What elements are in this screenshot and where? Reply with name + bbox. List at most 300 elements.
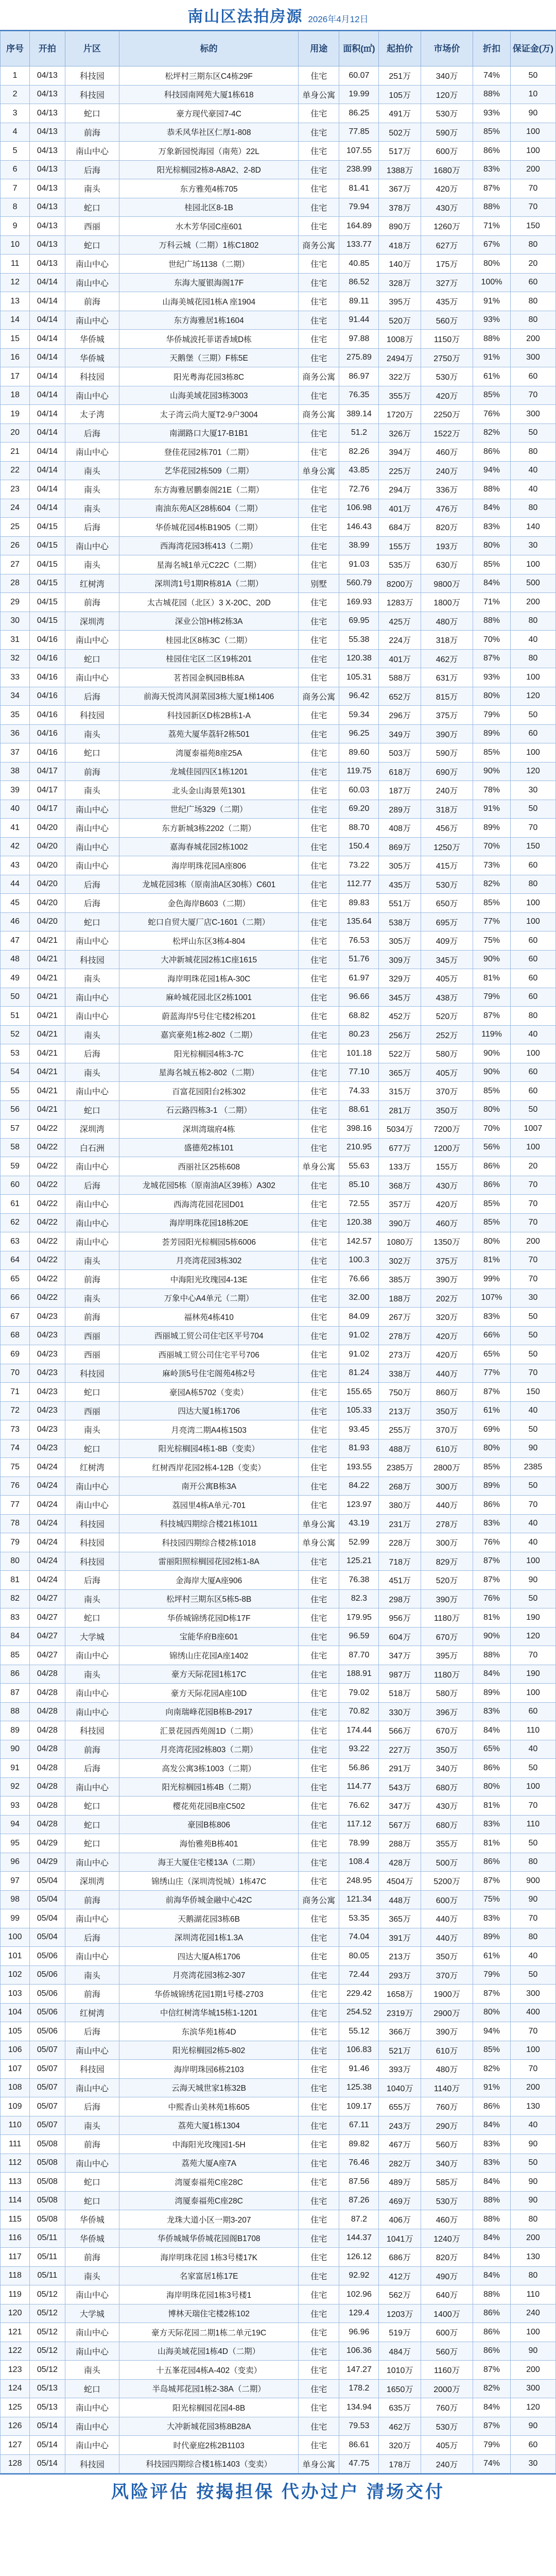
row-area: 164.89 xyxy=(339,217,379,236)
row-use: 住宅 xyxy=(299,894,339,913)
row-no: 93 xyxy=(1,1797,30,1816)
row-target: 西海湾花园3栋413（二期） xyxy=(119,536,299,555)
row-market-price: 370万 xyxy=(421,1420,473,1439)
row-no: 126 xyxy=(1,2417,30,2436)
row-market-price: 7200万 xyxy=(421,1120,473,1139)
row-start-price: 1720万 xyxy=(379,405,421,424)
row-target: 东方雅苑4栋705 xyxy=(119,179,299,198)
row-target: 龙城花园3栋（原南油A区30栋）C601 xyxy=(119,875,299,894)
row-use: 住宅 xyxy=(299,1270,339,1289)
row-use: 住宅 xyxy=(299,631,339,650)
row-start-price: 281万 xyxy=(379,1100,421,1120)
row-no: 16 xyxy=(1,348,30,367)
row-target: 石云路四栋3-1 （二期） xyxy=(119,1100,299,1120)
row-no: 95 xyxy=(1,1834,30,1853)
row-area: 96.25 xyxy=(339,724,379,743)
table-row xyxy=(1,1797,556,1816)
row-district: 南山中心 xyxy=(65,819,119,838)
row-discount: 88% xyxy=(473,612,511,631)
row-no: 33 xyxy=(1,668,30,687)
row-target: 星海名城1单元C22C（二期） xyxy=(119,555,299,574)
row-discount: 86% xyxy=(473,2323,511,2342)
row-start-price: 296万 xyxy=(379,706,421,725)
row-discount: 88% xyxy=(473,198,511,217)
table-row xyxy=(1,2304,556,2323)
row-date: 04/13 xyxy=(30,104,65,123)
row-no: 82 xyxy=(1,1589,30,1608)
row-district: 深圳湾 xyxy=(65,1120,119,1139)
row-start-price: 1658万 xyxy=(379,1985,421,2004)
row-date: 04/23 xyxy=(30,1401,65,1420)
row-deposit: 200 xyxy=(510,2229,555,2248)
row-area: 55.63 xyxy=(339,1157,379,1176)
row-target: 深圳湾1号1期R栋81A（二期） xyxy=(119,574,299,593)
row-start-price: 394万 xyxy=(379,443,421,462)
row-no: 46 xyxy=(1,912,30,931)
row-date: 04/16 xyxy=(30,649,65,668)
row-use: 住宅 xyxy=(299,1496,339,1515)
row-date: 04/14 xyxy=(30,311,65,330)
table-row xyxy=(1,1740,556,1759)
row-discount: 61% xyxy=(473,367,511,386)
row-discount: 80% xyxy=(473,536,511,555)
row-target: 桂园北区8-1B xyxy=(119,198,299,217)
row-date: 04/14 xyxy=(30,273,65,292)
row-deposit: 500 xyxy=(510,574,555,593)
row-start-price: 188万 xyxy=(379,1289,421,1308)
row-target: 宝能华府B座601 xyxy=(119,1627,299,1646)
row-district: 后海 xyxy=(65,1044,119,1063)
table-row xyxy=(1,1514,556,1533)
row-date: 04/21 xyxy=(30,1044,65,1063)
row-discount: 93% xyxy=(473,104,511,123)
row-start-price: 395万 xyxy=(379,292,421,311)
row-use: 住宅 xyxy=(299,1947,339,1966)
row-deposit: 30 xyxy=(510,1289,555,1308)
row-deposit: 40 xyxy=(510,1514,555,1533)
row-no: 41 xyxy=(1,819,30,838)
row-date: 04/28 xyxy=(30,1684,65,1703)
row-deposit: 100 xyxy=(510,668,555,687)
row-district: 南山中心 xyxy=(65,1007,119,1026)
row-target: 阳光棕榈园2栋8-A8A2、2-8D xyxy=(119,160,299,179)
row-area: 86.52 xyxy=(339,273,379,292)
row-area: 87.26 xyxy=(339,2191,379,2210)
row-target: 红树西岸花园2栋4-12B（变卖） xyxy=(119,1458,299,1477)
table-row xyxy=(1,123,556,142)
row-deposit: 80 xyxy=(510,612,555,631)
row-use: 别墅 xyxy=(299,574,339,593)
row-discount: 100% xyxy=(473,273,511,292)
row-deposit: 100 xyxy=(510,894,555,913)
row-no: 55 xyxy=(1,1082,30,1101)
table-row xyxy=(1,1326,556,1345)
row-area: 85.10 xyxy=(339,1176,379,1195)
row-use: 住宅 xyxy=(299,1909,339,1928)
row-target: 雷丽阳照棕榈园花园2栋1-8A xyxy=(119,1552,299,1571)
row-deposit: 50 xyxy=(510,66,555,86)
row-start-price: 1080万 xyxy=(379,1232,421,1251)
row-area: 144.37 xyxy=(339,2229,379,2248)
row-district: 前海 xyxy=(65,1985,119,2004)
row-target: 科技园南网苑大厦1栋618 xyxy=(119,85,299,104)
row-start-price: 551万 xyxy=(379,894,421,913)
row-deposit: 40 xyxy=(510,631,555,650)
row-discount: 86% xyxy=(473,1157,511,1176)
row-start-price: 522万 xyxy=(379,1044,421,1063)
row-target: 汇景花园西苑阁1D（二期） xyxy=(119,1721,299,1740)
table-row xyxy=(1,1853,556,1872)
header-deposit: 保证金(万) xyxy=(510,31,555,66)
row-target: 南开公寓B栋3A xyxy=(119,1477,299,1496)
row-date: 04/16 xyxy=(30,743,65,762)
table-row xyxy=(1,1684,556,1703)
table-row xyxy=(1,875,556,894)
row-target: 嘉宾豪苑1栋2-802（二期） xyxy=(119,1025,299,1044)
row-start-price: 408万 xyxy=(379,819,421,838)
row-target: 世纪广场329（二期） xyxy=(119,800,299,819)
row-discount: 86% xyxy=(473,2342,511,2361)
table-row xyxy=(1,1834,556,1853)
row-discount: 80% xyxy=(473,255,511,274)
row-market-price: 690万 xyxy=(421,762,473,781)
row-no: 65 xyxy=(1,1270,30,1289)
row-deposit: 60 xyxy=(510,273,555,292)
row-use: 住宅 xyxy=(299,443,339,462)
row-start-price: 750万 xyxy=(379,1383,421,1402)
row-deposit: 70 xyxy=(510,179,555,198)
page-date: 2026年4月12日 xyxy=(308,14,369,24)
row-area: 88.70 xyxy=(339,819,379,838)
table-row xyxy=(1,649,556,668)
row-use: 住宅 xyxy=(299,612,339,631)
row-discount: 82% xyxy=(473,2060,511,2079)
row-no: 71 xyxy=(1,1383,30,1402)
row-area: 150.4 xyxy=(339,837,379,856)
row-date: 04/28 xyxy=(30,1665,65,1684)
row-market-price: 240万 xyxy=(421,781,473,800)
table-row xyxy=(1,2342,556,2361)
row-discount: 71% xyxy=(473,593,511,612)
row-date: 05/11 xyxy=(30,2266,65,2285)
row-area: 60.03 xyxy=(339,781,379,800)
row-start-price: 267万 xyxy=(379,1308,421,1327)
row-market-price: 580万 xyxy=(421,1684,473,1703)
row-district: 南山中心 xyxy=(65,931,119,951)
row-use: 住宅 xyxy=(299,988,339,1007)
row-date: 04/24 xyxy=(30,1477,65,1496)
row-target: 荟芳园阳光棕榈园5栋6006 xyxy=(119,1232,299,1251)
row-no: 92 xyxy=(1,1777,30,1797)
row-use: 住宅 xyxy=(299,1721,339,1740)
row-deposit: 40 xyxy=(510,1025,555,1044)
row-area: 59.34 xyxy=(339,706,379,725)
row-no: 10 xyxy=(1,235,30,255)
row-district: 蛇口 xyxy=(65,743,119,762)
row-market-price: 480万 xyxy=(421,2060,473,2079)
row-discount: 80% xyxy=(473,1100,511,1120)
row-no: 111 xyxy=(1,2135,30,2154)
row-discount: 90% xyxy=(473,762,511,781)
row-date: 05/06 xyxy=(30,2003,65,2022)
header-start-price: 起拍价 xyxy=(379,31,421,66)
row-no: 20 xyxy=(1,423,30,443)
table-row xyxy=(1,706,556,725)
table-row xyxy=(1,2041,556,2060)
table-row xyxy=(1,2379,556,2398)
row-area: 174.44 xyxy=(339,1721,379,1740)
row-date: 04/22 xyxy=(30,1289,65,1308)
row-discount: 79% xyxy=(473,2436,511,2455)
row-district: 南山中心 xyxy=(65,856,119,875)
row-market-price: 1180万 xyxy=(421,1608,473,1628)
row-date: 04/22 xyxy=(30,1270,65,1289)
row-area: 135.64 xyxy=(339,912,379,931)
row-market-price: 560万 xyxy=(421,2342,473,2361)
row-discount: 56% xyxy=(473,1138,511,1157)
row-no: 105 xyxy=(1,2022,30,2041)
row-date: 05/07 xyxy=(30,2116,65,2135)
row-use: 住宅 xyxy=(299,1797,339,1816)
row-discount: 88% xyxy=(473,480,511,499)
row-start-price: 330万 xyxy=(379,1702,421,1721)
row-deposit: 200 xyxy=(510,330,555,349)
row-target: 百富花园阳台2栋302 xyxy=(119,1082,299,1101)
row-start-price: 520万 xyxy=(379,311,421,330)
row-date: 04/14 xyxy=(30,292,65,311)
row-deposit: 130 xyxy=(510,2248,555,2267)
row-target: 蔚蓝海岸5号住宅楼2栋201 xyxy=(119,1007,299,1026)
row-date: 05/12 xyxy=(30,2304,65,2323)
row-use: 住宅 xyxy=(299,1289,339,1308)
row-start-price: 368万 xyxy=(379,1176,421,1195)
row-district: 蛇口 xyxy=(65,1439,119,1458)
row-deposit: 100 xyxy=(510,1138,555,1157)
row-deposit: 60 xyxy=(510,367,555,386)
row-market-price: 202万 xyxy=(421,1289,473,1308)
row-use: 住宅 xyxy=(299,593,339,612)
row-no: 120 xyxy=(1,2304,30,2323)
row-district: 华侨城 xyxy=(65,348,119,367)
row-start-price: 378万 xyxy=(379,198,421,217)
row-start-price: 1283万 xyxy=(379,593,421,612)
row-district: 南头 xyxy=(65,461,119,480)
row-discount: 80% xyxy=(473,1232,511,1251)
row-market-price: 155万 xyxy=(421,1157,473,1176)
row-deposit: 300 xyxy=(510,1985,555,2004)
row-start-price: 2319万 xyxy=(379,2003,421,2022)
row-start-price: 243万 xyxy=(379,2116,421,2135)
row-discount: 80% xyxy=(473,1439,511,1458)
row-date: 04/14 xyxy=(30,348,65,367)
row-market-price: 680万 xyxy=(421,1777,473,1797)
row-use: 住宅 xyxy=(299,273,339,292)
table-row xyxy=(1,386,556,405)
row-market-price: 530万 xyxy=(421,2417,473,2436)
row-area: 121.34 xyxy=(339,1890,379,1909)
row-date: 04/15 xyxy=(30,518,65,537)
row-no: 59 xyxy=(1,1157,30,1176)
table-row xyxy=(1,2417,556,2436)
row-district: 南山中心 xyxy=(65,2342,119,2361)
row-discount: 80% xyxy=(473,2003,511,2022)
table-row xyxy=(1,912,556,931)
row-market-price: 320万 xyxy=(421,1308,473,1327)
row-start-price: 390万 xyxy=(379,1213,421,1232)
row-area: 125.21 xyxy=(339,1552,379,1571)
row-no: 86 xyxy=(1,1665,30,1684)
row-deposit: 30 xyxy=(510,2454,555,2473)
row-market-price: 438万 xyxy=(421,988,473,1007)
row-use: 住宅 xyxy=(299,1740,339,1759)
row-district: 南山中心 xyxy=(65,1477,119,1496)
row-deposit: 100 xyxy=(510,912,555,931)
row-target: 深圳湾花园1栋1.3A xyxy=(119,1928,299,1947)
row-no: 5 xyxy=(1,142,30,161)
row-use: 住宅 xyxy=(299,969,339,988)
table-row xyxy=(1,405,556,424)
row-use: 住宅 xyxy=(299,1928,339,1947)
row-discount: 86% xyxy=(473,2097,511,2116)
row-use: 住宅 xyxy=(299,160,339,179)
row-use: 住宅 xyxy=(299,217,339,236)
row-market-price: 1900万 xyxy=(421,1985,473,2004)
row-market-price: 9800万 xyxy=(421,574,473,593)
table-row xyxy=(1,1289,556,1308)
row-deposit: 20 xyxy=(510,1157,555,1176)
row-date: 04/21 xyxy=(30,950,65,969)
table-row xyxy=(1,1872,556,1891)
row-date: 04/14 xyxy=(30,405,65,424)
row-use: 住宅 xyxy=(299,1815,339,1834)
row-date: 04/22 xyxy=(30,1120,65,1139)
row-discount: 93% xyxy=(473,668,511,687)
row-target: 阳光粤海花园3栋8C xyxy=(119,367,299,386)
row-start-price: 288万 xyxy=(379,1834,421,1853)
row-start-price: 5034万 xyxy=(379,1120,421,1139)
row-no: 3 xyxy=(1,104,30,123)
row-target: 华侨城波托菲诺香域D栋 xyxy=(119,330,299,349)
row-deposit: 70 xyxy=(510,1251,555,1270)
row-deposit: 140 xyxy=(510,518,555,537)
row-start-price: 251万 xyxy=(379,66,421,86)
row-target: 西丽城工贸公司住宅平号706 xyxy=(119,1345,299,1364)
row-discount: 83% xyxy=(473,160,511,179)
row-target: 星海名城五栋2-802（二期） xyxy=(119,1063,299,1082)
row-start-price: 187万 xyxy=(379,781,421,800)
row-deposit: 70 xyxy=(510,1213,555,1232)
row-deposit: 60 xyxy=(510,724,555,743)
row-district: 后海 xyxy=(65,687,119,706)
row-market-price: 560万 xyxy=(421,2135,473,2154)
row-date: 04/28 xyxy=(30,1721,65,1740)
row-date: 04/28 xyxy=(30,1759,65,1778)
row-discount: 89% xyxy=(473,724,511,743)
table-row xyxy=(1,743,556,762)
table-row xyxy=(1,1157,556,1176)
row-discount: 85% xyxy=(473,1213,511,1232)
row-target: 时代豪庭2栋2B1103 xyxy=(119,2436,299,2455)
row-district: 南山中心 xyxy=(65,2078,119,2097)
row-discount: 91% xyxy=(473,2078,511,2097)
row-area: 106.98 xyxy=(339,499,379,518)
row-area: 134.94 xyxy=(339,2398,379,2417)
row-start-price: 213万 xyxy=(379,1947,421,1966)
table-row xyxy=(1,781,556,800)
row-deposit: 60 xyxy=(510,856,555,875)
row-discount: 87% xyxy=(473,1571,511,1590)
row-area: 52.99 xyxy=(339,1533,379,1552)
row-discount: 87% xyxy=(473,649,511,668)
row-area: 105.31 xyxy=(339,668,379,687)
row-deposit: 80 xyxy=(510,875,555,894)
table-row xyxy=(1,1608,556,1628)
row-market-price: 600万 xyxy=(421,142,473,161)
row-use: 住宅 xyxy=(299,1684,339,1703)
row-market-price: 370万 xyxy=(421,1965,473,1985)
row-area: 147.27 xyxy=(339,2361,379,2380)
row-date: 04/15 xyxy=(30,536,65,555)
row-no: 45 xyxy=(1,894,30,913)
row-market-price: 420万 xyxy=(421,386,473,405)
row-start-price: 469万 xyxy=(379,2191,421,2210)
row-discount: 61% xyxy=(473,1947,511,1966)
row-target: 湾厦泰福苑8座25A xyxy=(119,743,299,762)
row-discount: 90% xyxy=(473,1063,511,1082)
row-start-price: 345万 xyxy=(379,988,421,1007)
row-area: 78.99 xyxy=(339,1834,379,1853)
table-row xyxy=(1,1890,556,1909)
row-district: 蛇口 xyxy=(65,1797,119,1816)
row-market-price: 530万 xyxy=(421,875,473,894)
table-row xyxy=(1,2003,556,2022)
row-area: 69.95 xyxy=(339,612,379,631)
row-market-price: 2800万 xyxy=(421,1458,473,1477)
row-district: 南山中心 xyxy=(65,2323,119,2342)
row-use: 住宅 xyxy=(299,2041,339,2060)
table-header xyxy=(1,31,556,66)
row-use: 住宅 xyxy=(299,1589,339,1608)
row-use: 住宅 xyxy=(299,819,339,838)
row-deposit: 70 xyxy=(510,1176,555,1195)
row-deposit: 400 xyxy=(510,2003,555,2022)
row-deposit: 50 xyxy=(510,1589,555,1608)
row-use: 住宅 xyxy=(299,2304,339,2323)
table-row xyxy=(1,1044,556,1063)
row-target: 海怡雅苑B栋401 xyxy=(119,1834,299,1853)
row-area: 107.55 xyxy=(339,142,379,161)
row-use: 住宅 xyxy=(299,950,339,969)
row-deposit: 100 xyxy=(510,2323,555,2342)
row-area: 82.26 xyxy=(339,443,379,462)
row-target: 荔苑大厦华荔轩2栋501 xyxy=(119,724,299,743)
row-discount: 65% xyxy=(473,1345,511,1364)
row-district: 科技园 xyxy=(65,367,119,386)
row-use: 住宅 xyxy=(299,1082,339,1101)
row-district: 南头 xyxy=(65,1289,119,1308)
row-district: 蛇口 xyxy=(65,1834,119,1853)
row-market-price: 240万 xyxy=(421,2454,473,2473)
row-district: 西丽 xyxy=(65,1401,119,1420)
row-discount: 69% xyxy=(473,1420,511,1439)
row-use: 住宅 xyxy=(299,311,339,330)
row-district: 科技园 xyxy=(65,950,119,969)
row-use: 住宅 xyxy=(299,1458,339,1477)
row-market-price: 1150万 xyxy=(421,330,473,349)
row-market-price: 1680万 xyxy=(421,160,473,179)
row-market-price: 640万 xyxy=(421,2285,473,2304)
row-area: 229.42 xyxy=(339,1985,379,2004)
